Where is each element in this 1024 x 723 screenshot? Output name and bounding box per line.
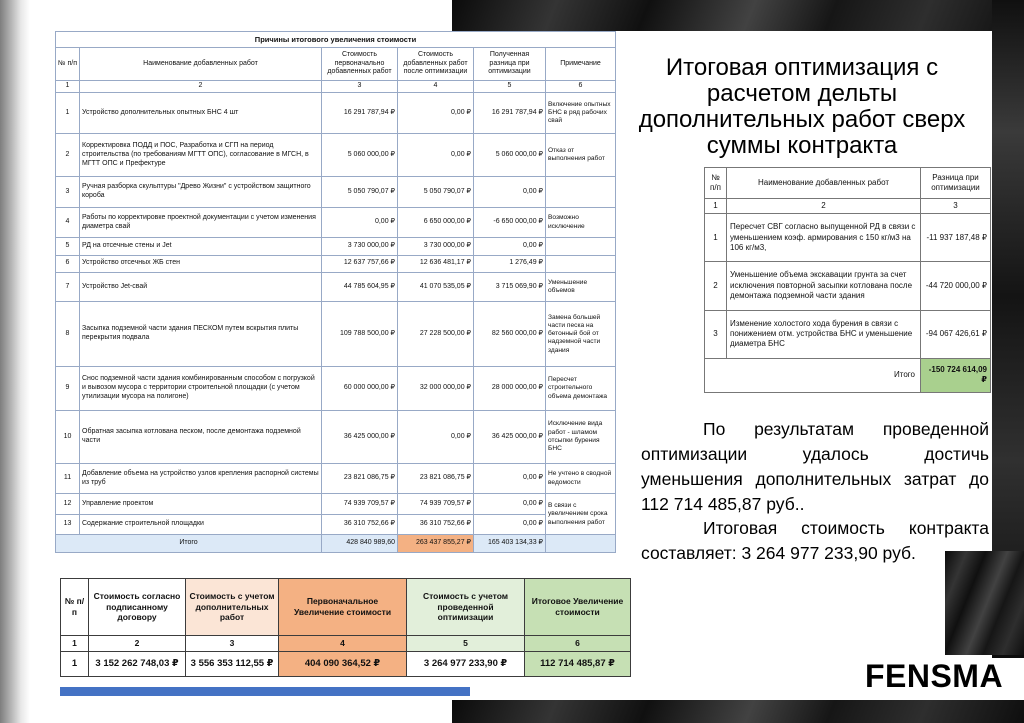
cost-diff: 0,00 ₽	[474, 464, 546, 494]
col-header-initial: Стоимость первоначально добавленных работ	[322, 48, 398, 81]
cost-initial: 12 637 757,66 ₽	[322, 255, 398, 272]
row-number: 4	[56, 207, 80, 237]
note: Пересчет строительного объема демонтажа	[546, 367, 616, 410]
cost-initial: 5 060 000,00 ₽	[322, 134, 398, 177]
col-number: 1	[61, 636, 89, 652]
note	[546, 177, 616, 207]
col-header-name: Наименование добавленных работ	[80, 48, 322, 81]
cost-optimized: 74 939 709,57 ₽	[398, 494, 474, 515]
col-header-diff: Полученная разница при оптимизации	[474, 48, 546, 81]
row-number: 6	[56, 255, 80, 272]
col-header-with-additions: Стоимость с учетом дополнительных работ	[186, 579, 279, 636]
reasons-caption-row	[56, 32, 616, 48]
table-row	[56, 93, 616, 134]
row-number: 11	[56, 464, 80, 494]
row-number: 3	[56, 177, 80, 207]
fensma-logo: FENSMA	[864, 658, 1004, 694]
cost-diff: -6 650 000,00 ₽	[474, 207, 546, 237]
table-row	[56, 301, 616, 366]
title-line: суммы контракта	[706, 131, 898, 159]
col-header-optimized: Стоимость добавленных работ после оптимизации	[398, 48, 474, 81]
row-number: 1	[56, 93, 80, 134]
col-number: 3	[921, 199, 991, 214]
cost-optimized: 23 821 086,75 ₽	[398, 464, 474, 494]
work-name: Засыпка подземной части здания ПЕСКОМ путем вскрытия плиты перекрытия подвала	[80, 301, 322, 366]
table-row	[56, 207, 616, 237]
total-optimized: 263 437 855,27 ₽	[398, 535, 474, 553]
work-name: Изменение холостого хода бурения в связи с понижением отм. устройства БНС и уменьшение диаметра БНС	[727, 310, 921, 358]
reasons-total-row	[56, 535, 616, 553]
table-row	[705, 310, 991, 358]
summary-paragraph: По результатам проведенной оптимизации удалось достичь уменьшения дополнительных затрат до 112 714 485,87 руб..	[641, 419, 989, 514]
cost-diff: 0,00 ₽	[474, 238, 546, 255]
work-name: Устройство Jet-свай	[80, 273, 322, 302]
cost-diff: 82 560 000,00 ₽	[474, 301, 546, 366]
work-name: Добавление объема на устройство узлов крепления распорной системы из труб	[80, 464, 322, 494]
note	[546, 238, 616, 255]
col-number: 2	[727, 199, 921, 214]
work-name: Уменьшение объема экскавации грунта за счет исключения повторной засыпки котлована после демонтажа подземной части здания	[727, 262, 921, 310]
total-label: Итого	[705, 358, 921, 392]
background-photo-bottom	[452, 700, 1024, 723]
cost-initial: 44 785 604,95 ₽	[322, 273, 398, 302]
cost-optimized: 27 228 500,00 ₽	[398, 301, 474, 366]
row-number: 5	[56, 238, 80, 255]
col-header-delta: Разница при оптимизации	[921, 168, 991, 199]
col-number: 1	[56, 81, 80, 93]
col-number: 3	[186, 636, 279, 652]
cost-diff: 36 425 000,00 ₽	[474, 410, 546, 463]
slide-margin-left	[0, 0, 30, 723]
table-row	[56, 494, 616, 515]
summary-values-row	[61, 651, 631, 676]
col-header-initial-increase: Первоначальное Увеличение стоимости	[279, 579, 407, 636]
total-delta: -150 724 614,09 ₽	[921, 358, 991, 392]
cost-with-additions: 3 556 353 112,55 ₽	[186, 651, 279, 676]
contract-cost: 3 152 262 748,03 ₽	[89, 651, 186, 676]
cost-optimized: 36 310 752,66 ₽	[398, 514, 474, 535]
row-number: 12	[56, 494, 80, 515]
table-row	[56, 177, 616, 207]
reasons-table	[55, 31, 616, 553]
work-name: Содержание строительной площадки	[80, 514, 322, 535]
cost-diff: 0,00 ₽	[474, 494, 546, 515]
summary-paragraph: Итоговая стоимость контракта составляет: 3 264 977 233,90 руб.	[641, 518, 989, 564]
cost-initial: 23 821 086,75 ₽	[322, 464, 398, 494]
row-number: 7	[56, 273, 80, 302]
work-name: Управление проектом	[80, 494, 322, 515]
table-row	[705, 214, 991, 262]
decor-blue-bar	[60, 687, 470, 696]
note: Включение опытных БНС в ряд рабочих свай	[546, 93, 616, 134]
cost-diff: 1 276,49 ₽	[474, 255, 546, 272]
delta-value: -11 937 187,48 ₽	[921, 214, 991, 262]
cost-optimized: 6 650 000,00 ₽	[398, 207, 474, 237]
cost-diff: 0,00 ₽	[474, 177, 546, 207]
cost-optimized: 12 636 481,17 ₽	[398, 255, 474, 272]
title-line: дополнительных работ сверх	[638, 105, 966, 133]
delta-colnum-row	[705, 199, 991, 214]
background-photo-top	[452, 0, 1024, 31]
cost-initial: 109 788 500,00 ₽	[322, 301, 398, 366]
row-number: 13	[56, 514, 80, 535]
col-number: 4	[398, 81, 474, 93]
total-note-empty	[546, 535, 616, 553]
table-row	[705, 262, 991, 310]
work-name: Работы по корректировке проектной документации с учетом изменения диаметра свай	[80, 207, 322, 237]
cost-initial: 36 310 752,66 ₽	[322, 514, 398, 535]
table-row	[56, 514, 616, 535]
total-label: Итого	[56, 535, 322, 553]
row-number: 8	[56, 301, 80, 366]
cost-initial: 3 730 000,00 ₽	[322, 238, 398, 255]
col-header-name: Наименование добавленных работ	[727, 168, 921, 199]
work-name: Устройство отсечных ЖБ стен	[80, 255, 322, 272]
note: Отказ от выполнения работ	[546, 134, 616, 177]
cost-initial: 5 050 790,07 ₽	[322, 177, 398, 207]
total-initial: 428 840 989,60	[322, 535, 398, 553]
note: Не учтено в сводной ведомости	[546, 464, 616, 494]
cost-diff: 0,00 ₽	[474, 514, 546, 535]
col-number: 6	[546, 81, 616, 93]
col-header-num: № п/п	[705, 168, 727, 199]
col-number: 1	[705, 199, 727, 214]
note	[546, 255, 616, 272]
summary-text	[641, 417, 989, 566]
col-header-note: Примечание	[546, 48, 616, 81]
cost-optimized: 41 070 535,05 ₽	[398, 273, 474, 302]
work-name: Корректировка ПОДД и ПОС, Разработка и СГП на период строительства (по требованиям МГТТ ОПС), согласование в МГСН, в МГТТ ОПС и Префектуре	[80, 134, 322, 177]
col-number: 3	[322, 81, 398, 93]
cost-initial: 0,00 ₽	[322, 207, 398, 237]
cost-diff: 16 291 787,94 ₽	[474, 93, 546, 134]
work-name: Снос подземной части здания комбинированным способом с погрузкой и вывозом мусора с территории строительной площадки (с учетом утилизации мусора на полигоне)	[80, 367, 322, 410]
col-number: 5	[407, 636, 525, 652]
cost-initial: 60 000 000,00 ₽	[322, 367, 398, 410]
delta-table	[704, 167, 991, 393]
col-number: 4	[279, 636, 407, 652]
note: Замена большей части песка на бетонный бой от надземной части здания	[546, 301, 616, 366]
delta-header-row	[705, 168, 991, 199]
cost-initial: 36 425 000,00 ₽	[322, 410, 398, 463]
row-number: 3	[705, 310, 727, 358]
row-number: 1	[61, 651, 89, 676]
col-number: 2	[80, 81, 322, 93]
cost-diff: 28 000 000,00 ₽	[474, 367, 546, 410]
table-row	[56, 134, 616, 177]
reasons-caption: Причины итогового увеличения стоимости	[56, 32, 616, 48]
col-header-num: № п/п	[56, 48, 80, 81]
cost-optimized: 32 000 000,00 ₽	[398, 367, 474, 410]
note: Уменьшение объемов	[546, 273, 616, 302]
note-merged: В связи с увеличением срока выполнения работ	[546, 494, 616, 535]
title-line: расчетом дельты	[706, 79, 898, 107]
row-number: 9	[56, 367, 80, 410]
col-header-after-optimization: Стоимость с учетом проведенной оптимизации	[407, 579, 525, 636]
cost-optimized: 0,00 ₽	[398, 93, 474, 134]
table-row	[56, 238, 616, 255]
row-number: 2	[705, 262, 727, 310]
col-number: 2	[89, 636, 186, 652]
delta-value: -94 067 426,61 ₽	[921, 310, 991, 358]
cost-optimized: 0,00 ₽	[398, 134, 474, 177]
reasons-header-row	[56, 48, 616, 81]
cost-diff: 5 060 000,00 ₽	[474, 134, 546, 177]
total-diff: 165 403 134,33 ₽	[474, 535, 546, 553]
col-header-final-increase: Итоговое Увеличение стоимости	[525, 579, 631, 636]
note: Исключение вида работ - шламом отсыпки бурения БНС	[546, 410, 616, 463]
cost-optimized: 3 730 000,00 ₽	[398, 238, 474, 255]
work-name: Обратная засыпка котлована песком, после демонтажа подземной части	[80, 410, 322, 463]
col-header-contract: Стоимость согласно подписанному договору	[89, 579, 186, 636]
table-row	[56, 255, 616, 272]
cost-diff: 3 715 069,90 ₽	[474, 273, 546, 302]
cost-initial: 16 291 787,94 ₽	[322, 93, 398, 134]
note: Возможно исключение	[546, 207, 616, 237]
summary-table	[60, 578, 631, 677]
col-number: 6	[525, 636, 631, 652]
background-photo-mid	[945, 551, 1024, 655]
reasons-colnum-row	[56, 81, 616, 93]
row-number: 2	[56, 134, 80, 177]
delta-value: -44 720 000,00 ₽	[921, 262, 991, 310]
initial-increase: 404 090 364,52 ₽	[279, 651, 407, 676]
summary-header-row	[61, 579, 631, 636]
final-increase: 112 714 485,87 ₽	[525, 651, 631, 676]
summary-colnum-row	[61, 636, 631, 652]
work-name: Ручная разборка скульптуры "Древо Жизни" с устройством защитного короба	[80, 177, 322, 207]
cost-optimized: 5 050 790,07 ₽	[398, 177, 474, 207]
table-row	[56, 273, 616, 302]
title-line: Итоговая оптимизация с	[665, 54, 939, 81]
slide-title	[615, 55, 989, 159]
table-row	[56, 464, 616, 494]
col-header-num: № п/п	[61, 579, 89, 636]
cost-initial: 74 939 709,57 ₽	[322, 494, 398, 515]
row-number: 1	[705, 214, 727, 262]
cost-optimized: 0,00 ₽	[398, 410, 474, 463]
work-name: РД на отсечные стены и Jet	[80, 238, 322, 255]
cost-after-optimization: 3 264 977 233,90 ₽	[407, 651, 525, 676]
row-number: 10	[56, 410, 80, 463]
delta-total-row	[705, 358, 991, 392]
work-name: Устройство дополнительных опытных БНС 4 шт	[80, 93, 322, 134]
work-name: Пересчет СВГ согласно выпущенной РД в связи с уменьшением коэф. армирования с 150 кг/м3 на 106 кг/м3,	[727, 214, 921, 262]
col-number: 5	[474, 81, 546, 93]
table-row	[56, 367, 616, 410]
table-row	[56, 410, 616, 463]
